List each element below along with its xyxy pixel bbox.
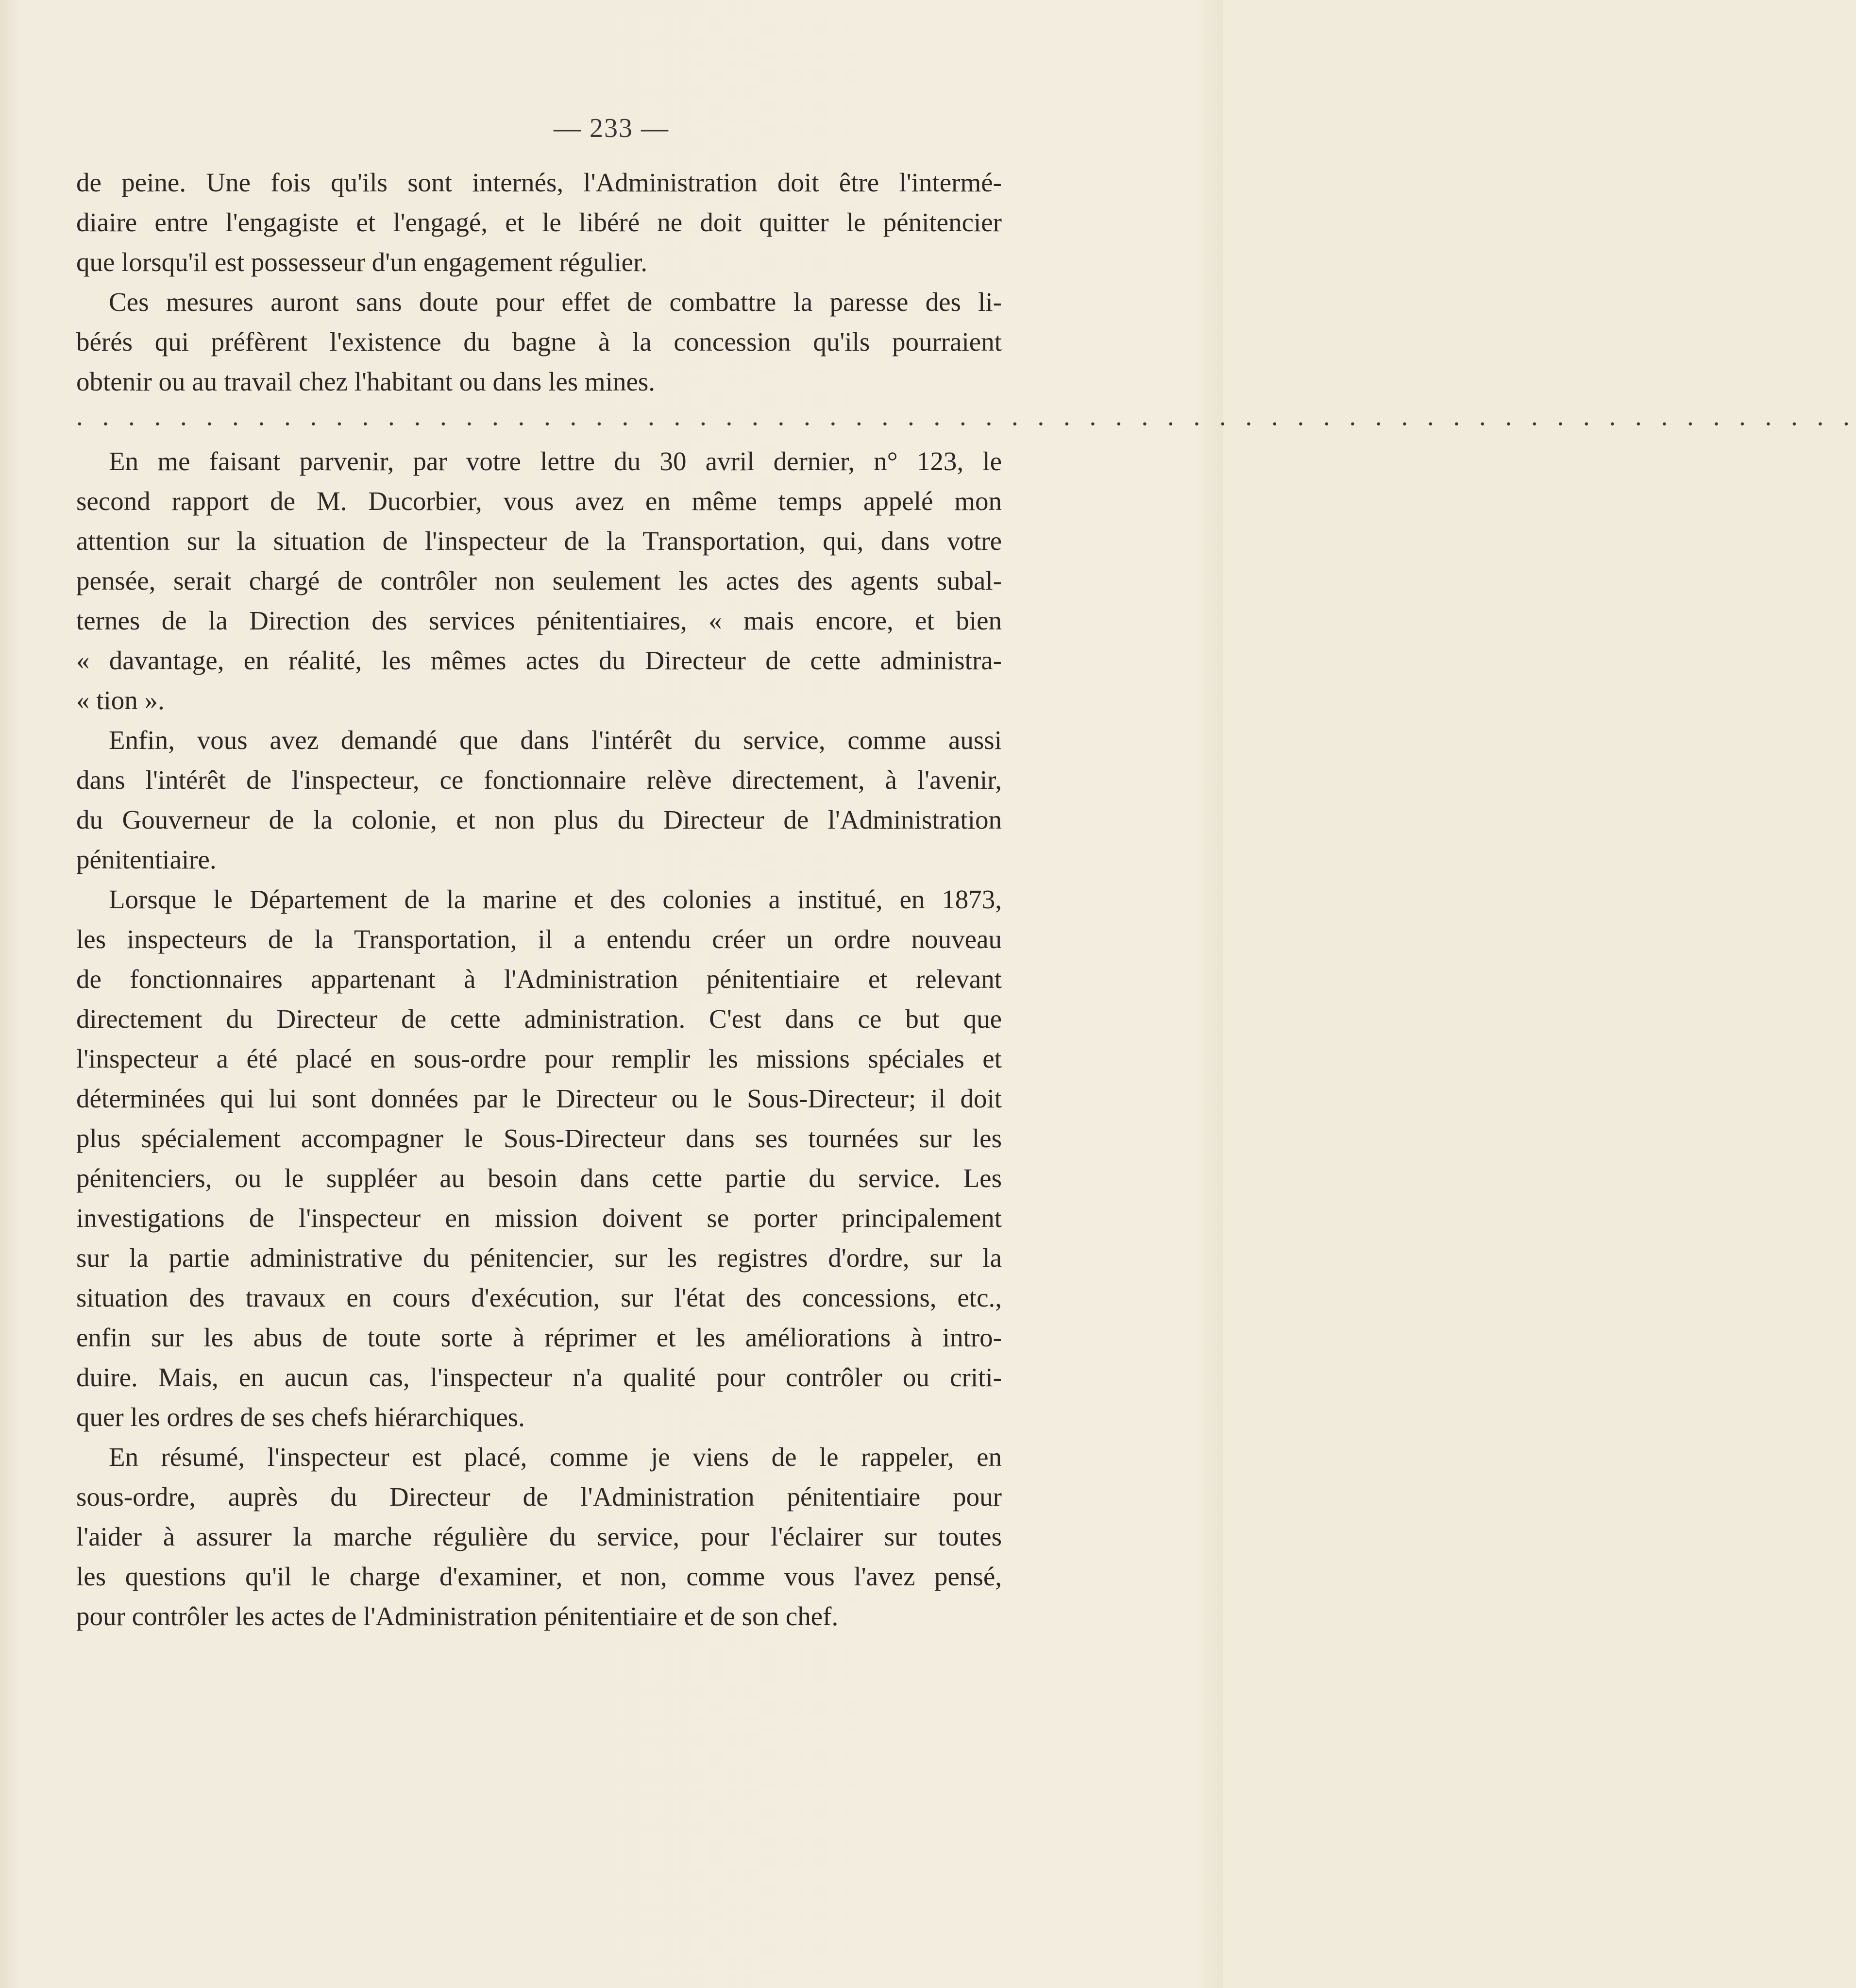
text-line: dans l'intérêt de l'inspecteur, ce fonctionnaire relève directement, à l'avenir, (76, 765, 1002, 795)
text-line: de fonctionnaires appartenant à l'Administration pénitentiaire et relevant (76, 964, 1002, 994)
text-line: quer les ordres de ses chefs hiérarchiques. (76, 1402, 525, 1432)
text-line: « tion ». (76, 685, 165, 715)
text-line: l'aider à assurer la marche régulière du service, pour l'éclairer sur toutes (76, 1522, 1002, 1551)
text-line: plus spécialement accompagner le Sous-Directeur dans ses tournées sur les (76, 1123, 1002, 1153)
text-line: bérés qui préfèrent l'existence du bagne à la concession qu'ils pourraient (76, 327, 1002, 357)
text-line: sur la partie administrative du pénitencier, sur les registres d'ordre, sur la (76, 1243, 1002, 1273)
text-line: que lorsqu'il est possesseur d'un engagement régulier. (76, 247, 648, 277)
text-line: investigations de l'inspecteur en mission doivent se porter principalement (76, 1203, 1002, 1233)
text-line: pénitentiaire. (76, 845, 217, 874)
text-line: du Gouverneur de la colonie, et non plus du Directeur de l'Administration (76, 805, 1002, 834)
text-line: enfin sur les abus de toute sorte à réprimer et les améliorations à intro- (76, 1323, 1002, 1352)
text-line: les questions qu'il le charge d'examiner, et non, comme vous l'avez pensé, (76, 1562, 1002, 1591)
text-line: attention sur la situation de l'inspecteur de la Transportation, qui, dans votre (76, 526, 1002, 556)
text-line: pour contrôler les actes de l'Administration pénitentiaire et de son chef. (76, 1601, 839, 1631)
text-line: de peine. Une fois qu'ils sont internés, l'Administration doit être l'intermé- (76, 168, 1002, 197)
body-text (76, 163, 1856, 1636)
text-line: sous-ordre, auprès du Directeur de l'Administration pénitentiaire pour (76, 1482, 1002, 1512)
text-line: l'inspecteur a été placé en sous-ordre pour remplir les missions spéciales et (76, 1044, 1002, 1073)
text-line: En résumé, l'inspecteur est placé, comme je viens de le rappeler, en (109, 1442, 1002, 1472)
text-line: En me faisant parvenir, par votre lettre du 30 avril dernier, n° 123, le (109, 446, 1002, 476)
dot-leader-separator: . . . . . . . . . . . . . . . . . . . . . . . . . . . . . . . . . . . . . . . . . . . . . . . . . . . . . . . . . . . . . . . . . . . . . (76, 401, 1856, 431)
text-line: obtenir ou au travail chez l'habitant ou dans les mines. (76, 367, 656, 396)
text-line: second rapport de M. Ducorbier, vous avez en même temps appelé mon (76, 486, 1002, 516)
text-line: « davantage, en réalité, les mêmes actes du Directeur de cette administra- (76, 646, 1002, 675)
text-line: diaire entre l'engagiste et l'engagé, et le libéré ne doit quitter le pénitencier (76, 207, 1002, 237)
text-line: directement du Directeur de cette administration. C'est dans ce but que (76, 1004, 1002, 1034)
text-line: duire. Mais, en aucun cas, l'inspecteur n'a qualité pour contrôler ou criti- (76, 1362, 1002, 1392)
text-line: pénitenciers, ou le suppléer au besoin dans cette partie du service. Les (76, 1163, 1002, 1193)
text-line: Enfin, vous avez demandé que dans l'intérêt du service, comme aussi (109, 725, 1002, 755)
text-line: déterminées qui lui sont données par le Directeur ou le Sous-Directeur; il doit (76, 1084, 1002, 1113)
text-line: situation des travaux en cours d'exécution, sur l'état des concessions, etc., (76, 1283, 1002, 1312)
text-line: Ces mesures auront sans doute pour effet de combattre la paresse des li- (109, 287, 1002, 317)
page-number: — 233 — (554, 113, 669, 143)
text-line: Lorsque le Département de la marine et des colonies a institué, en 1873, (109, 884, 1002, 914)
text-line: les inspecteurs de la Transportation, il a entendu créer un ordre nouveau (76, 924, 1002, 954)
text-line: ternes de la Direction des services pénitentiaires, « mais encore, et bien (76, 606, 1002, 635)
text-line: pensée, serait chargé de contrôler non seulement les actes des agents subal- (76, 566, 1002, 595)
